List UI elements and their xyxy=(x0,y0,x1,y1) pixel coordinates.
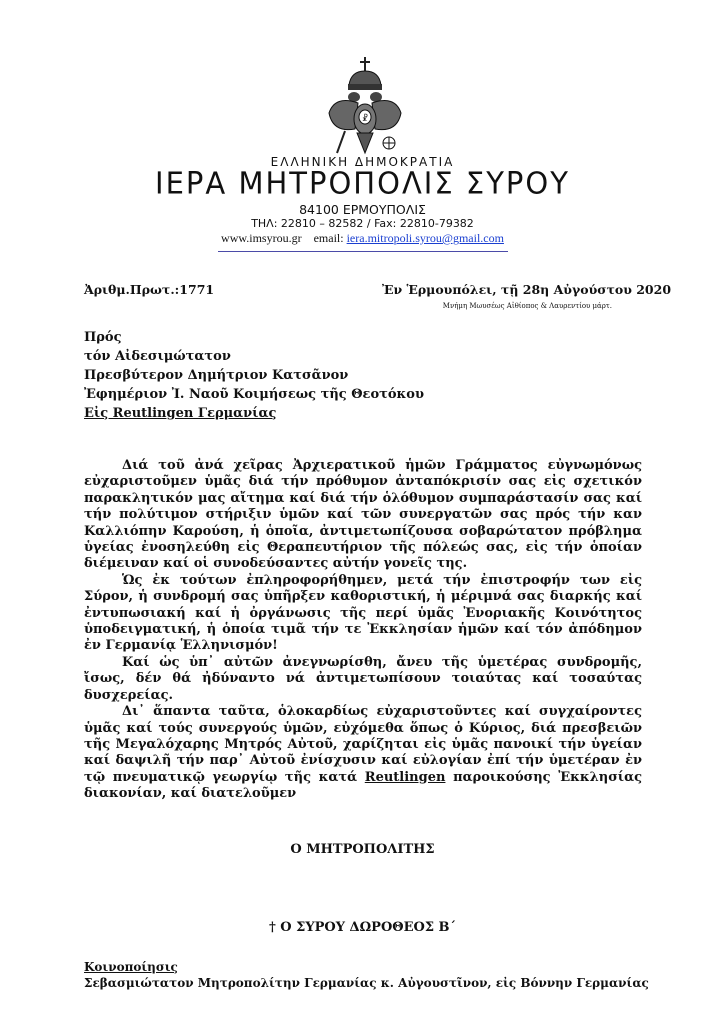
body-paragraph-closing xyxy=(84,704,642,802)
letter-date: Ἐν Ἑρμουπόλει, τῇ 28η Αὐγούστου 2020 xyxy=(382,282,672,297)
closing-city: Reutlingen xyxy=(364,769,446,785)
closing-text-pre: Δι᾽ ἅπαντα ταῦτα, ὁλοκαρδίως εὐχαριστοῦντες καί συγχαίροντες ὑμᾶς καί τούς συνεργούς ὑμῶν, εὐχόμεθα ὅπως ὁ Κύριος, διά πρεσβειῶν τῆς Μεγαλόχαρης Μητρός Αὐτοῦ, χαρίζηται εἰς ὑμᾶς πανοικί τήν ὑγείαν καί δαψιλῆ τήν παρ᾽ Αὐτοῦ ἐνίσχυσιν καί εὐλογίαν ἐπί τήν ὑμετέραν ἐν τῷ πνευματικῷ γεωργίῳ τῆς κατά xyxy=(84,704,642,785)
organization-title: ΙΕΡΑ ΜΗΤΡΟΠΟΛΙΣ ΣΥΡΟΥ xyxy=(155,165,570,201)
email-label: email: xyxy=(313,231,344,245)
letter-body xyxy=(84,458,642,803)
svg-text:☧: ☧ xyxy=(361,114,369,123)
email-link[interactable]: iera.mitropoli.syrou@gmail.com xyxy=(346,231,504,245)
contact-line xyxy=(0,231,725,246)
addressee-block xyxy=(84,328,424,423)
body-paragraph: Διά τοῦ ἀνά χεῖρας Ἀρχιερατικοῦ ἡμῶν Γράμματος εὐγνωμόνως εὐχαριστοῦμεν ὑμᾶς διά τήν πρόθυμον ἀνταπόκρισίν σας εἰς σχετικόν παρακλητικόν μας αἴτημα καί διά τήν ὁλόθυμον συμπαράστασίν σας καί τήν πολύτιμον στήριξιν ὑμῶν καί τῶν συνεργατῶν σας πρός τήν καν Καλλιόπην Καρούση, ἡ ὁποῖα, ἀντιμετωπίζουσα σοβαρώτατον πρόβλημα ὑγείας ἐνοσηλεύθη εἰς Θεραπευτήριον τῆς πόλεώς σας, εἰς τήν ὁποίαν διέμειναν καί οἱ συνοδεύσαντες αὐτήν γονεῖς της. xyxy=(84,458,642,572)
header-divider xyxy=(218,251,508,252)
addressee-line: Πρεσβύτερον Δημήτριον Κατσᾶνον xyxy=(84,368,349,383)
website: www.imsyrou.gr xyxy=(221,231,302,245)
signature-title: Ο ΜΗΤΡΟΠΟΛΙΤΗΣ xyxy=(290,842,435,857)
state-name: ΕΛΛΗΝΙΚΗ ΔΗΜΟΚΡΑΤΙΑ xyxy=(270,155,455,169)
phone-fax: ΤΗΛ: 22810 – 82582 / Fax: 22810-79382 xyxy=(251,217,474,230)
addressee-location: Εἰς Reutlingen Γερμανίας xyxy=(84,406,277,421)
body-paragraph: Ὡς ἐκ τούτων ἐπληροφορήθημεν, μετά τήν ἐπιστροφήν των εἰς Σύρον, ἡ συνδρομή σας ὑπῆρξεν καθοριστική, ἡ μέριμνά σας διαρκής καί ἐντυπωσιακή καί ἡ ὀργάνωσις τῆς περί ὑμᾶς Ἐνοριακῆς Κοινότητος ὑποδειγματική, ἡ ὁποία τιμᾶ τήν τε Ἐκκλησίαν ἡμῶν καί τόν ἀπόδημον ἐν Γερμανίᾳ Ἑλληνισμόν! xyxy=(84,572,642,654)
body-paragraph: Καί ὡς ὑπ᾽ αὐτῶν ἀνεγνωρίσθη, ἄνευ τῆς ὑμετέρας συνδρομῆς, ἴσως, δέν θά ἠδύναντο νά ἀντιμετωπίσουν τοιαύτας καί τοσαύτας δυσχερείας. xyxy=(84,654,642,703)
addressee-line: Πρός xyxy=(84,330,122,345)
closing-text-post: παροικούσης Ἐκκλησίας διακονίαν, καί διατελοῦμεν xyxy=(84,769,642,802)
feast-day-note: Μνήμη Μωυσέως Αἰθίοπος & Λαυρεντίου μάρτ. xyxy=(442,302,612,310)
protocol-number: Ἀριθμ.Πρωτ.:1771 xyxy=(84,282,215,297)
signature-name: † Ο ΣΥΡΟΥ ΔΩΡΟΘΕΟΣ Β΄ xyxy=(268,920,457,935)
postal-address: 84100 ΕΡΜΟΥΠΟΛΙΣ xyxy=(299,202,426,217)
addressee-line: Ἐφημέριον Ἰ. Ναοῦ Κοιμήσεως τῆς Θεοτόκου xyxy=(84,387,424,402)
addressee-line: τόν Αἰδεσιμώτατον xyxy=(84,349,231,364)
double-headed-eagle-icon xyxy=(325,55,405,160)
cc-label: Κοινοποίησις xyxy=(84,960,178,974)
cc-recipient: Σεβασμιώτατον Μητροπολίτην Γερμανίας κ. Αὐγουστῖνον, εἰς Βόννην Γερμανίας xyxy=(84,976,649,990)
